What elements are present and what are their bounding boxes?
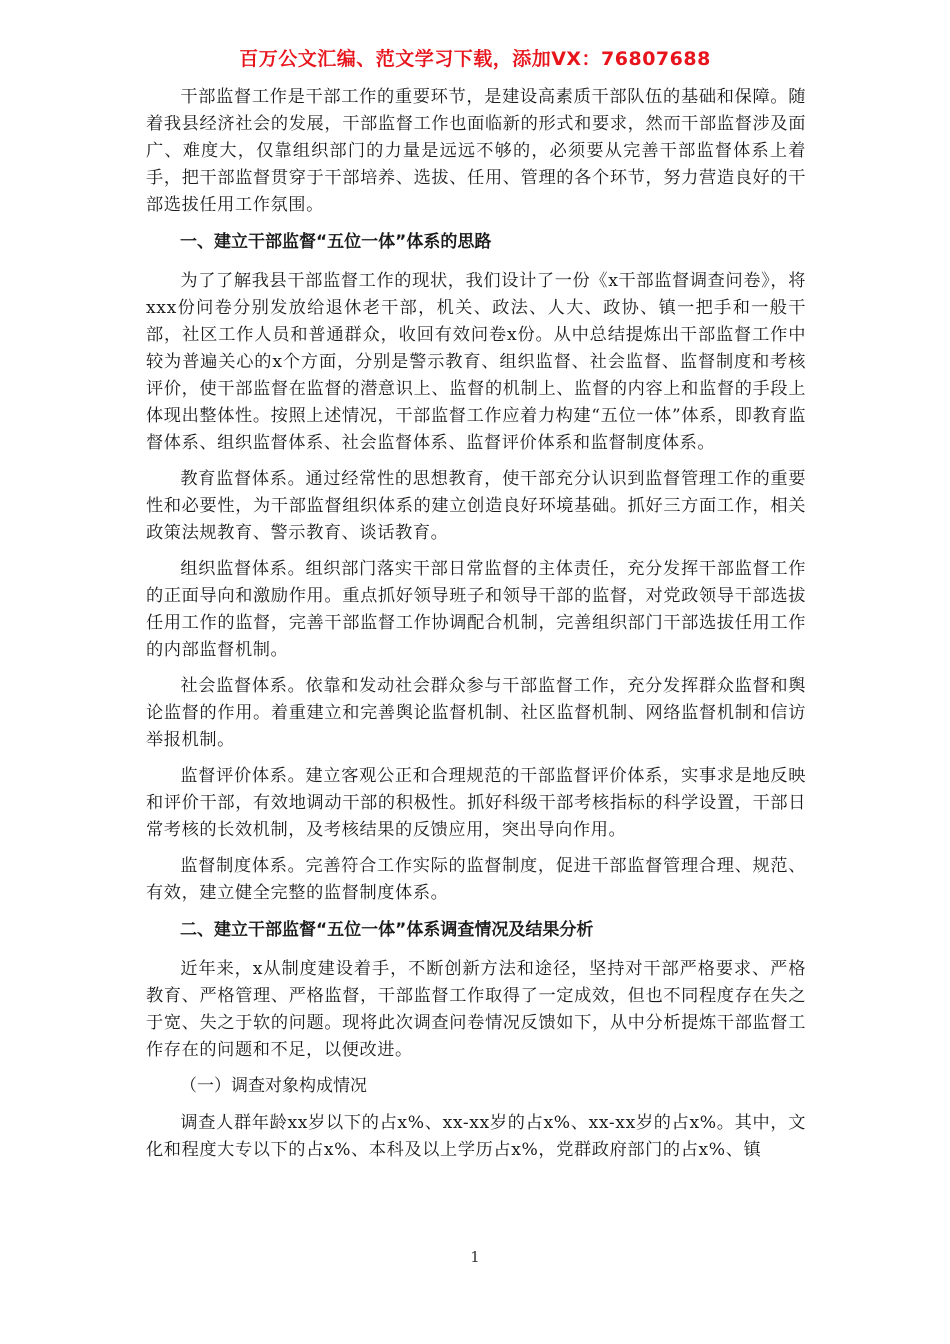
- section2-paragraph-overview: 近年来，x从制度建设着手，不断创新方法和途径，坚持对干部严格要求、严格教育、严格管理、严格监督，干部监督工作取得了一定成效，但也不同程度存在失之于宽、失之于软的问题。现将此次调查问卷情况反馈如下，从中分析提炼干部监督工作存在的问题和不足，以便改进。: [146, 959, 806, 1060]
- section2-paragraph-demographics: 调查人群年龄xx岁以下的占x%、xx-xx岁的占x%、xx-xx岁的占x%。其中，文化和程度大专以下的占x%、本科及以上学历占x%，党群政府部门的占x%、镇: [146, 1113, 806, 1160]
- document-body: [146, 84, 806, 1173]
- section-heading-2: 二、建立干部监督“五位一体”体系调查情况及结果分析: [180, 920, 594, 940]
- section1-paragraph-education: 教育监督体系。通过经常性的思想教育，使干部充分认识到监督管理工作的重要性和必要性，为干部监督组织体系的建立创造良好环境基础。抓好三方面工作，相关政策法规教育、警示教育、谈话教育。: [146, 469, 806, 543]
- section-heading-1: 一、建立干部监督“五位一体”体系的思路: [180, 232, 492, 252]
- section1-paragraph-social: 社会监督体系。依靠和发动社会群众参与干部监督工作，充分发挥群众监督和舆论监督的作用。着重建立和完善舆论监督机制、社区监督机制、网络监督机制和信访举报机制。: [146, 676, 806, 750]
- page-number: 1: [470, 1248, 480, 1266]
- section1-paragraph-survey: 为了了解我县干部监督工作的现状，我们设计了一份《x干部监督调查问卷》，将xxx份问卷分别发放给退休老干部，机关、政法、人大、政协、镇一把手和一般干部，社区工作人员和普通群众，收回有效问卷x份。从中总结提炼出干部监督工作中较为普遍关心的x个方面，分别是警示教育、组织监督、社会监督、监督制度和考核评价，使干部监督在监督的潜意识上、监督的机制上、监督的内容上和监督的手段上体现出整体性。按照上述情况，干部监督工作应着力构建“五位一体”体系，即教育监督体系、组织监督体系、社会监督体系、监督评价体系和监督制度体系。: [146, 271, 806, 453]
- section1-paragraph-system: 监督制度体系。完善符合工作实际的监督制度，促进干部监督管理合理、规范、有效，建立健全完整的监督制度体系。: [146, 856, 806, 903]
- section1-paragraph-evaluation: 监督评价体系。建立客观公正和合理规范的干部监督评价体系，实事求是地反映和评价干部，有效地调动干部的积极性。抓好科级干部考核指标的科学设置，干部日常考核的长效机制，及考核结果的反馈应用，突出导向作用。: [146, 766, 806, 840]
- intro-paragraph: 干部监督工作是干部工作的重要环节，是建设高素质干部队伍的基础和保障。随着我县经济社会的发展，干部监督工作也面临新的形式和要求，然而干部监督涉及面广、难度大，仅靠组织部门的力量是远远不够的，必须要从完善干部监督体系上着手，把干部监督贯穿于干部培养、选拔、任用、管理的各个环节，努力营造良好的干部选拔任用工作氛围。: [146, 87, 806, 215]
- section2-subheading-1: （一）调查对象构成情况: [180, 1076, 367, 1096]
- section1-paragraph-organization: 组织监督体系。组织部门落实干部日常监督的主体责任，充分发挥干部监督工作的正面导向和激励作用。重点抓好领导班子和领导干部的监督，对党政领导干部选拔任用工作的监督，完善干部监督工作协调配合机制，完善组织部门干部选拔任用工作的内部监督机制。: [146, 559, 806, 660]
- promo-banner: 百万公文汇编、范文学习下载，添加VX：76807688: [239, 48, 711, 70]
